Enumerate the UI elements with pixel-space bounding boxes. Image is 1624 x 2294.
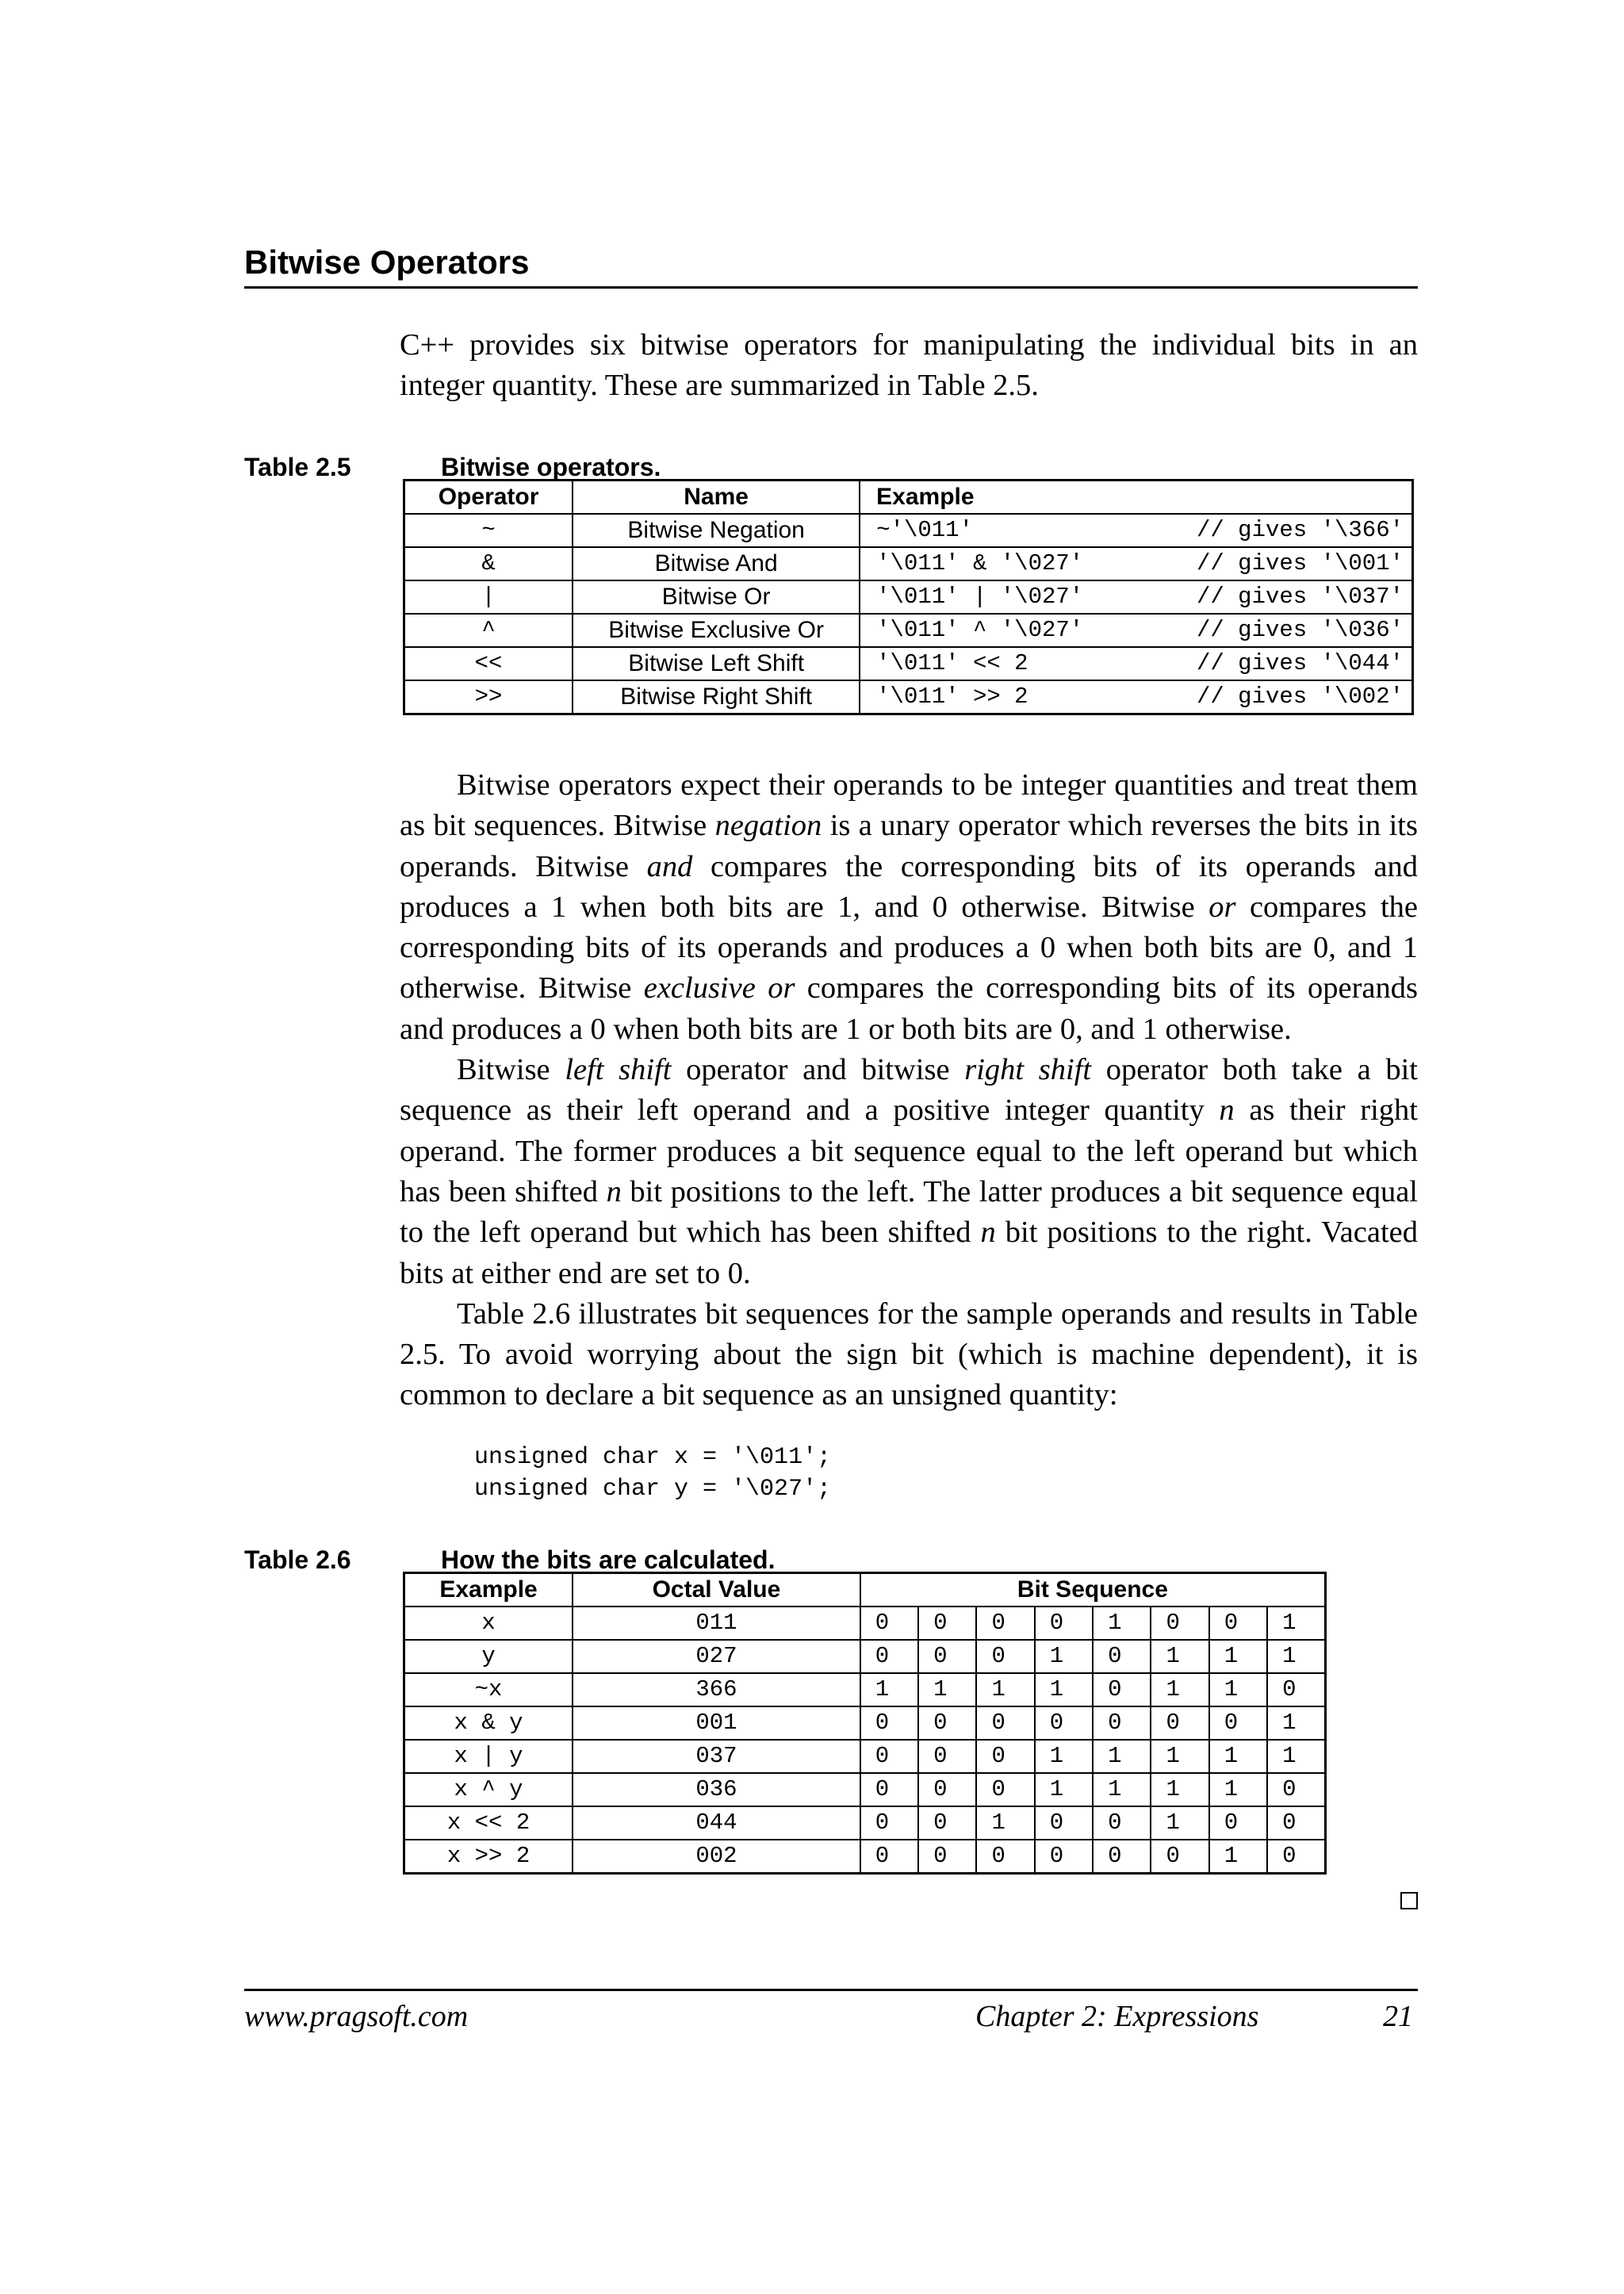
code-line: unsigned char y = '\027'; <box>474 1476 832 1503</box>
bit-cell: 0 <box>1209 1706 1267 1740</box>
bit-cell: 1 <box>1267 1706 1325 1740</box>
bit-cell: 1 <box>1093 1740 1151 1773</box>
bit-cell: 0 <box>1151 1840 1208 1874</box>
footer-website: www.pragsoft.com <box>244 2000 469 2033</box>
bit-cell: 1 <box>1151 1806 1208 1840</box>
text-run: as their right operand. The former produces a bit sequence equal to the left operand but which has been shifted <box>400 1093 1418 1208</box>
example-cell <box>860 647 1412 680</box>
example-cell: x <box>404 1607 573 1640</box>
table-row <box>404 614 1413 647</box>
term-n: n <box>980 1216 996 1250</box>
example-comment: // gives '\044' <box>1196 650 1404 676</box>
example-cell: x ^ y <box>404 1773 573 1806</box>
header-name: Name <box>573 481 860 515</box>
bit-calculation-table <box>403 1572 1327 1875</box>
table-row <box>404 680 1413 714</box>
bit-cell: 0 <box>976 1840 1034 1874</box>
example-cell: x << 2 <box>404 1806 573 1840</box>
header-example: Example <box>860 481 1412 515</box>
example-expression: '\011' & '\027' <box>876 550 1084 576</box>
example-expression: '\011' >> 2 <box>876 684 1028 710</box>
header-example: Example <box>404 1573 573 1607</box>
text-run: bit positions to the left. The latter produces a bit sequence equal to the left operand but which has been shifted <box>400 1174 1418 1250</box>
term-negation: negation <box>714 809 822 843</box>
bit-cell: 0 <box>860 1806 918 1840</box>
table-2-5-label: Table 2.5 <box>244 453 351 481</box>
bit-cell: 0 <box>1267 1673 1325 1706</box>
bit-cell: 0 <box>1093 1840 1151 1874</box>
operator-cell: << <box>404 647 573 680</box>
table-row <box>404 1706 1326 1740</box>
table-2-5-title: Bitwise operators. <box>441 453 661 481</box>
bit-cell: 1 <box>1267 1640 1325 1673</box>
example-comment: // gives '\037' <box>1196 584 1404 610</box>
bit-cell: 0 <box>1035 1840 1093 1874</box>
bit-cell: 0 <box>976 1706 1034 1740</box>
table-row <box>404 514 1413 547</box>
example-comment: // gives '\001' <box>1196 550 1404 576</box>
bit-cell: 0 <box>976 1740 1034 1773</box>
bit-cell: 1 <box>1035 1673 1093 1706</box>
bit-cell: 1 <box>976 1673 1034 1706</box>
text-run: compares the corresponding bits of its operands and produces a 0 when both bits are 1 or both bits are 0, and 1 otherwise. <box>400 971 1418 1046</box>
intro-text: C++ provides six bitwise operators for manipulating the individual bits in an integer quantity. These are summarized in Table 2.5. <box>400 328 1418 403</box>
bit-cell: 0 <box>918 1740 976 1773</box>
bit-cell: 1 <box>1267 1607 1325 1640</box>
term-n: n <box>606 1174 622 1208</box>
octal-cell: 001 <box>573 1706 860 1740</box>
table-row <box>404 1840 1326 1874</box>
example-cell <box>860 514 1412 547</box>
bit-cell: 1 <box>1209 1640 1267 1673</box>
bit-cell: 1 <box>1093 1607 1151 1640</box>
page-footer <box>244 1989 1418 2033</box>
table-header-row <box>404 1573 1326 1607</box>
example-expression: '\011' ^ '\027' <box>876 617 1084 643</box>
paragraph-negation-and-or <box>400 765 1418 1050</box>
example-comment: // gives '\366' <box>1196 517 1404 543</box>
bit-cell: 0 <box>1209 1607 1267 1640</box>
bit-cell: 1 <box>918 1673 976 1706</box>
text-run: operator both take a bit sequence as their left operand and a positive integer quantity <box>400 1053 1418 1128</box>
bit-cell: 0 <box>860 1840 918 1874</box>
example-cell: y <box>404 1640 573 1673</box>
name-cell: Bitwise Right Shift <box>573 680 860 714</box>
example-cell: x >> 2 <box>404 1840 573 1874</box>
name-cell: Bitwise Or <box>573 580 860 614</box>
bit-cell: 1 <box>1035 1740 1093 1773</box>
bit-cell: 1 <box>1151 1740 1208 1773</box>
term-and: and <box>646 849 693 883</box>
bit-cell: 0 <box>1093 1806 1151 1840</box>
term-exclusive-or: exclusive or <box>643 971 795 1005</box>
operator-cell: & <box>404 547 573 580</box>
bit-cell: 0 <box>860 1607 918 1640</box>
bit-cell: 0 <box>976 1773 1034 1806</box>
bit-cell: 0 <box>918 1607 976 1640</box>
octal-cell: 366 <box>573 1673 860 1706</box>
term-left-shift: left shift <box>565 1053 672 1087</box>
bit-cell: 0 <box>918 1773 976 1806</box>
table-2-6-title: How the bits are calculated. <box>441 1545 776 1574</box>
operator-cell: | <box>404 580 573 614</box>
example-cell <box>860 547 1412 580</box>
octal-cell: 027 <box>573 1640 860 1673</box>
paragraph-shift <box>400 1050 1418 1294</box>
bit-cell: 1 <box>1267 1740 1325 1773</box>
name-cell: Bitwise Exclusive Or <box>573 614 860 647</box>
bit-cell: 0 <box>976 1640 1034 1673</box>
bit-cell: 0 <box>1035 1607 1093 1640</box>
text-run: Bitwise <box>457 1053 565 1087</box>
body-paragraphs <box>400 765 1418 1416</box>
term-right-shift: right shift <box>964 1053 1092 1087</box>
section-heading: Bitwise Operators <box>244 242 1418 289</box>
bit-cell: 0 <box>1035 1806 1093 1840</box>
octal-cell: 044 <box>573 1806 860 1840</box>
bit-cell: 0 <box>1209 1806 1267 1840</box>
operator-cell: ~ <box>404 514 573 547</box>
bitwise-operators-table <box>403 479 1414 715</box>
bit-cell: 0 <box>918 1640 976 1673</box>
text-run: compares the corresponding bits of its operands and produces a 0 when both bits are 0, and 1 otherwise. Bitwise <box>400 890 1419 1005</box>
operator-cell: ^ <box>404 614 573 647</box>
table-2-6-label: Table 2.6 <box>244 1545 351 1574</box>
text-run: Bitwise operators expect their operands to be integer quantities and treat them as bit sequences. Bitwise <box>400 768 1418 843</box>
header-bit-sequence: Bit Sequence <box>860 1573 1326 1607</box>
table-row <box>404 547 1413 580</box>
bit-cell: 0 <box>918 1840 976 1874</box>
example-cell <box>860 580 1412 614</box>
example-expression: ~'\011' <box>876 517 973 543</box>
bit-cell: 1 <box>976 1806 1034 1840</box>
bit-cell: 1 <box>1209 1673 1267 1706</box>
text-run: compares the corresponding bits of its operands and produces a 1 when both bits are 1, and 0 otherwise. Bitwise <box>400 849 1418 924</box>
bit-cell: 0 <box>1151 1706 1208 1740</box>
bit-cell: 1 <box>1209 1740 1267 1773</box>
bit-cell: 1 <box>1035 1640 1093 1673</box>
text-run: operator and bitwise <box>671 1053 965 1087</box>
code-block <box>474 1442 831 1505</box>
example-cell <box>860 614 1412 647</box>
bit-cell: 1 <box>1093 1773 1151 1806</box>
term-or: or <box>1208 890 1236 924</box>
bit-cell: 1 <box>860 1673 918 1706</box>
bit-cell: 0 <box>976 1607 1034 1640</box>
footer-page-number: 21 <box>1383 2000 1413 2033</box>
example-comment: // gives '\036' <box>1196 617 1404 643</box>
code-line: unsigned char x = '\011'; <box>474 1444 832 1471</box>
footer-chapter: Chapter 2: Expressions <box>975 2000 1259 2033</box>
octal-cell: 037 <box>573 1740 860 1773</box>
table-row <box>404 1773 1326 1806</box>
bit-cell: 0 <box>860 1640 918 1673</box>
octal-cell: 002 <box>573 1840 860 1874</box>
octal-cell: 011 <box>573 1607 860 1640</box>
bit-cell: 0 <box>1267 1773 1325 1806</box>
bit-cell: 1 <box>1035 1773 1093 1806</box>
bit-cell: 0 <box>860 1740 918 1773</box>
bit-cell: 0 <box>860 1773 918 1806</box>
end-of-section-mark <box>1400 1892 1418 1909</box>
table-row <box>404 1673 1326 1706</box>
intro-paragraph <box>400 325 1418 407</box>
bit-cell: 1 <box>1151 1640 1208 1673</box>
operator-cell: >> <box>404 680 573 714</box>
bit-cell: 0 <box>860 1706 918 1740</box>
example-cell <box>860 680 1412 714</box>
name-cell: Bitwise And <box>573 547 860 580</box>
example-comment: // gives '\002' <box>1196 684 1404 710</box>
text-run: is a unary operator which reverses the bits in its operands. Bitwise <box>400 809 1418 883</box>
example-cell: x | y <box>404 1740 573 1773</box>
bit-cell: 0 <box>1093 1640 1151 1673</box>
octal-cell: 036 <box>573 1773 860 1806</box>
table-row <box>404 1640 1326 1673</box>
bit-cell: 1 <box>1151 1673 1208 1706</box>
header-operator: Operator <box>404 481 573 515</box>
bit-cell: 0 <box>1151 1607 1208 1640</box>
header-octal-value: Octal Value <box>573 1573 860 1607</box>
table-row <box>404 1806 1326 1840</box>
paragraph-table-2-6-intro: Table 2.6 illustrates bit sequences for the sample operands and results in Table 2.5. To avoid worrying about the sign bit (which is machine dependent), it is common to declare a bit sequence as an unsigned quantity: <box>400 1296 1418 1412</box>
example-expression: '\011' | '\027' <box>876 584 1084 610</box>
bit-cell: 1 <box>1209 1840 1267 1874</box>
bit-cell: 0 <box>1267 1806 1325 1840</box>
table-header-row <box>404 481 1413 515</box>
bit-cell: 0 <box>1093 1706 1151 1740</box>
name-cell: Bitwise Left Shift <box>573 647 860 680</box>
term-n: n <box>1219 1093 1235 1128</box>
bit-cell: 0 <box>918 1706 976 1740</box>
table-row <box>404 1740 1326 1773</box>
example-expression: '\011' << 2 <box>876 650 1028 676</box>
table-row <box>404 580 1413 614</box>
bit-cell: 1 <box>1151 1773 1208 1806</box>
name-cell: Bitwise Negation <box>573 514 860 547</box>
bit-cell: 0 <box>1093 1673 1151 1706</box>
example-cell: ~x <box>404 1673 573 1706</box>
bit-cell: 0 <box>918 1806 976 1840</box>
text-run: bit positions to the right. Vacated bits at either end are set to 0. <box>400 1216 1418 1290</box>
bit-cell: 1 <box>1209 1773 1267 1806</box>
bit-cell: 0 <box>1267 1840 1325 1874</box>
table-row <box>404 1607 1326 1640</box>
bit-cell: 0 <box>1035 1706 1093 1740</box>
example-cell: x & y <box>404 1706 573 1740</box>
table-row <box>404 647 1413 680</box>
